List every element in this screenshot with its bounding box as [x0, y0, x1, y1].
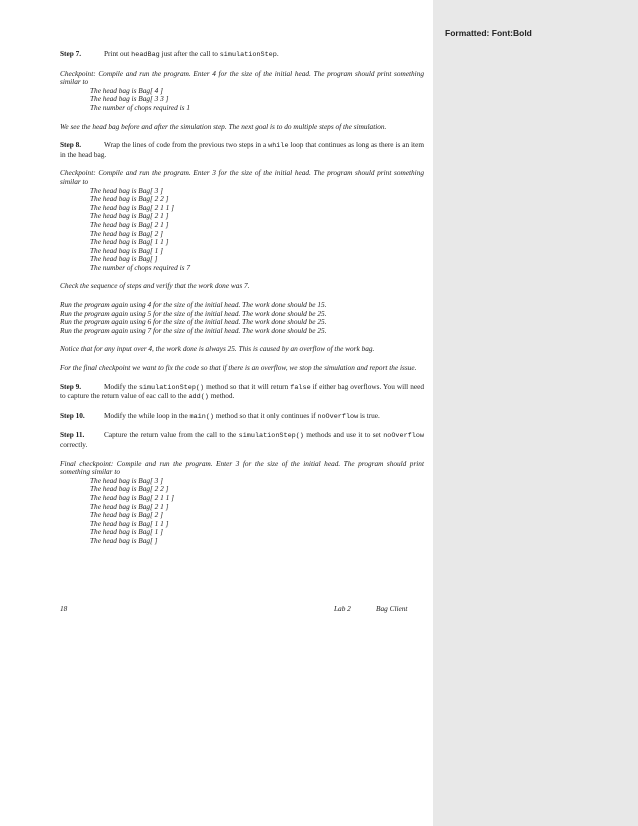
- run-line: Run the program again using 5 for the size of the initial head. The work done should be 25.: [60, 308, 327, 318]
- output-line: The head bag is Bag[ 2 1 ]: [90, 219, 169, 229]
- checkpoint-3-output: [60, 477, 424, 546]
- checkpoint-2-output: [60, 187, 424, 273]
- run-line: Run the program again using 4 for the size of the initial head. The work done should be 15.: [60, 300, 327, 310]
- step-11-heading: Step 11.: [60, 430, 85, 440]
- output-line: The head bag is Bag[ 1 1 ]: [90, 237, 169, 247]
- output-line: The head bag is Bag[ 2 1 ]: [90, 211, 169, 221]
- checkpoint-1-intro: Checkpoint: Compile and run the program. Enter 4 for the size of the initial head. The program should print something similar to: [60, 68, 424, 87]
- output-line: The head bag is Bag[ 2 2 ]: [90, 484, 169, 494]
- checkpoint-1-output: [60, 87, 424, 113]
- final-checkpoint-paragraph: For the final checkpoint we want to fix the code so that if there is an overflow, we stop the simulation and report the issue.: [60, 363, 417, 373]
- output-line: The head bag is Bag[ ]: [90, 254, 158, 264]
- step-10: Step 10. Modify the while loop in the main() method so that it only continues if noOverflow is true.: [60, 410, 380, 421]
- output-line: The head bag is Bag[ 2 1 1 ]: [90, 492, 174, 502]
- run-line: Run the program again using 7 for the size of the initial head. The work done should be 25.: [60, 325, 327, 335]
- checkpoint-3-intro: Final checkpoint: Compile and run the program. Enter 3 for the size of the initial head. The program should print something similar to: [60, 458, 424, 477]
- simulation-step-paragraph: We see the head bag before and after the simulation step. The next goal is to do multiple steps of the simulation.: [60, 121, 387, 131]
- step-8-heading: Step 8.: [60, 140, 82, 150]
- step-11: Step 11. Capture the return value from the call to the simulationStep() methods and use it to set noOverflow correctly.: [60, 430, 424, 449]
- output-line: The head bag is Bag[ 3 ]: [90, 185, 163, 195]
- step-9-heading: Step 9.: [60, 381, 82, 391]
- output-line: The head bag is Bag[ 3 ]: [90, 475, 163, 485]
- step-9: Step 9. Modify the simulationStep() method so that it will return false if either bag overflows. You will need to capture the return value of eac call to the add() method.: [60, 381, 424, 402]
- check-sequence-paragraph: Check the sequence of steps and verify that the work done was 7.: [60, 281, 250, 291]
- output-line: The number of chops required is 1: [90, 102, 190, 112]
- output-line: The head bag is Bag[ 1 ]: [90, 527, 163, 537]
- output-line: The head bag is Bag[ 1 ]: [90, 245, 163, 255]
- step-7: Step 7. Print out headBag just after the call to simulationStep.: [60, 49, 279, 59]
- output-line: The head bag is Bag[ 1 1 ]: [90, 518, 169, 528]
- output-line: The head bag is Bag[ 2 ]: [90, 228, 163, 238]
- document-page: [60, 50, 424, 546]
- output-line: The head bag is Bag[ 2 1 1 ]: [90, 202, 174, 212]
- step-10-heading: Step 10.: [60, 410, 85, 420]
- footer-lab: Lab 2: [334, 604, 351, 613]
- output-line: The head bag is Bag[ 3 3 ]: [90, 94, 169, 104]
- overflow-notice: Notice that for any input over 4, the work done is always 25. This is caused by an overflow of the work bag.: [60, 344, 375, 354]
- page-number: 18: [60, 604, 68, 613]
- run-instructions: [60, 301, 424, 335]
- output-line: The head bag is Bag[ ]: [90, 535, 158, 545]
- output-line: The head bag is Bag[ 2 1 ]: [90, 501, 169, 511]
- comment-sidebar: [433, 0, 638, 826]
- output-line: The head bag is Bag[ 2 ]: [90, 510, 163, 520]
- checkpoint-2-intro: Checkpoint: Compile and run the program. Enter 3 for the size of the initial head. The program should print something similar to: [60, 168, 424, 186]
- step-7-heading: Step 7.: [60, 49, 82, 58]
- step-8: Step 8. Wrap the lines of code from the previous two steps in a while loop that continues as long as there is an item in the head bag.: [60, 140, 424, 159]
- run-line: Run the program again using 6 for the size of the initial head. The work done should be 25.: [60, 317, 327, 327]
- formatting-note: Formatted: Font:Bold: [445, 28, 532, 38]
- output-line: The number of chops required is 7: [90, 262, 190, 272]
- output-line: The head bag is Bag[ 4 ]: [90, 85, 163, 95]
- output-line: The head bag is Bag[ 2 2 ]: [90, 194, 169, 204]
- footer-title: Bag Client: [376, 604, 408, 613]
